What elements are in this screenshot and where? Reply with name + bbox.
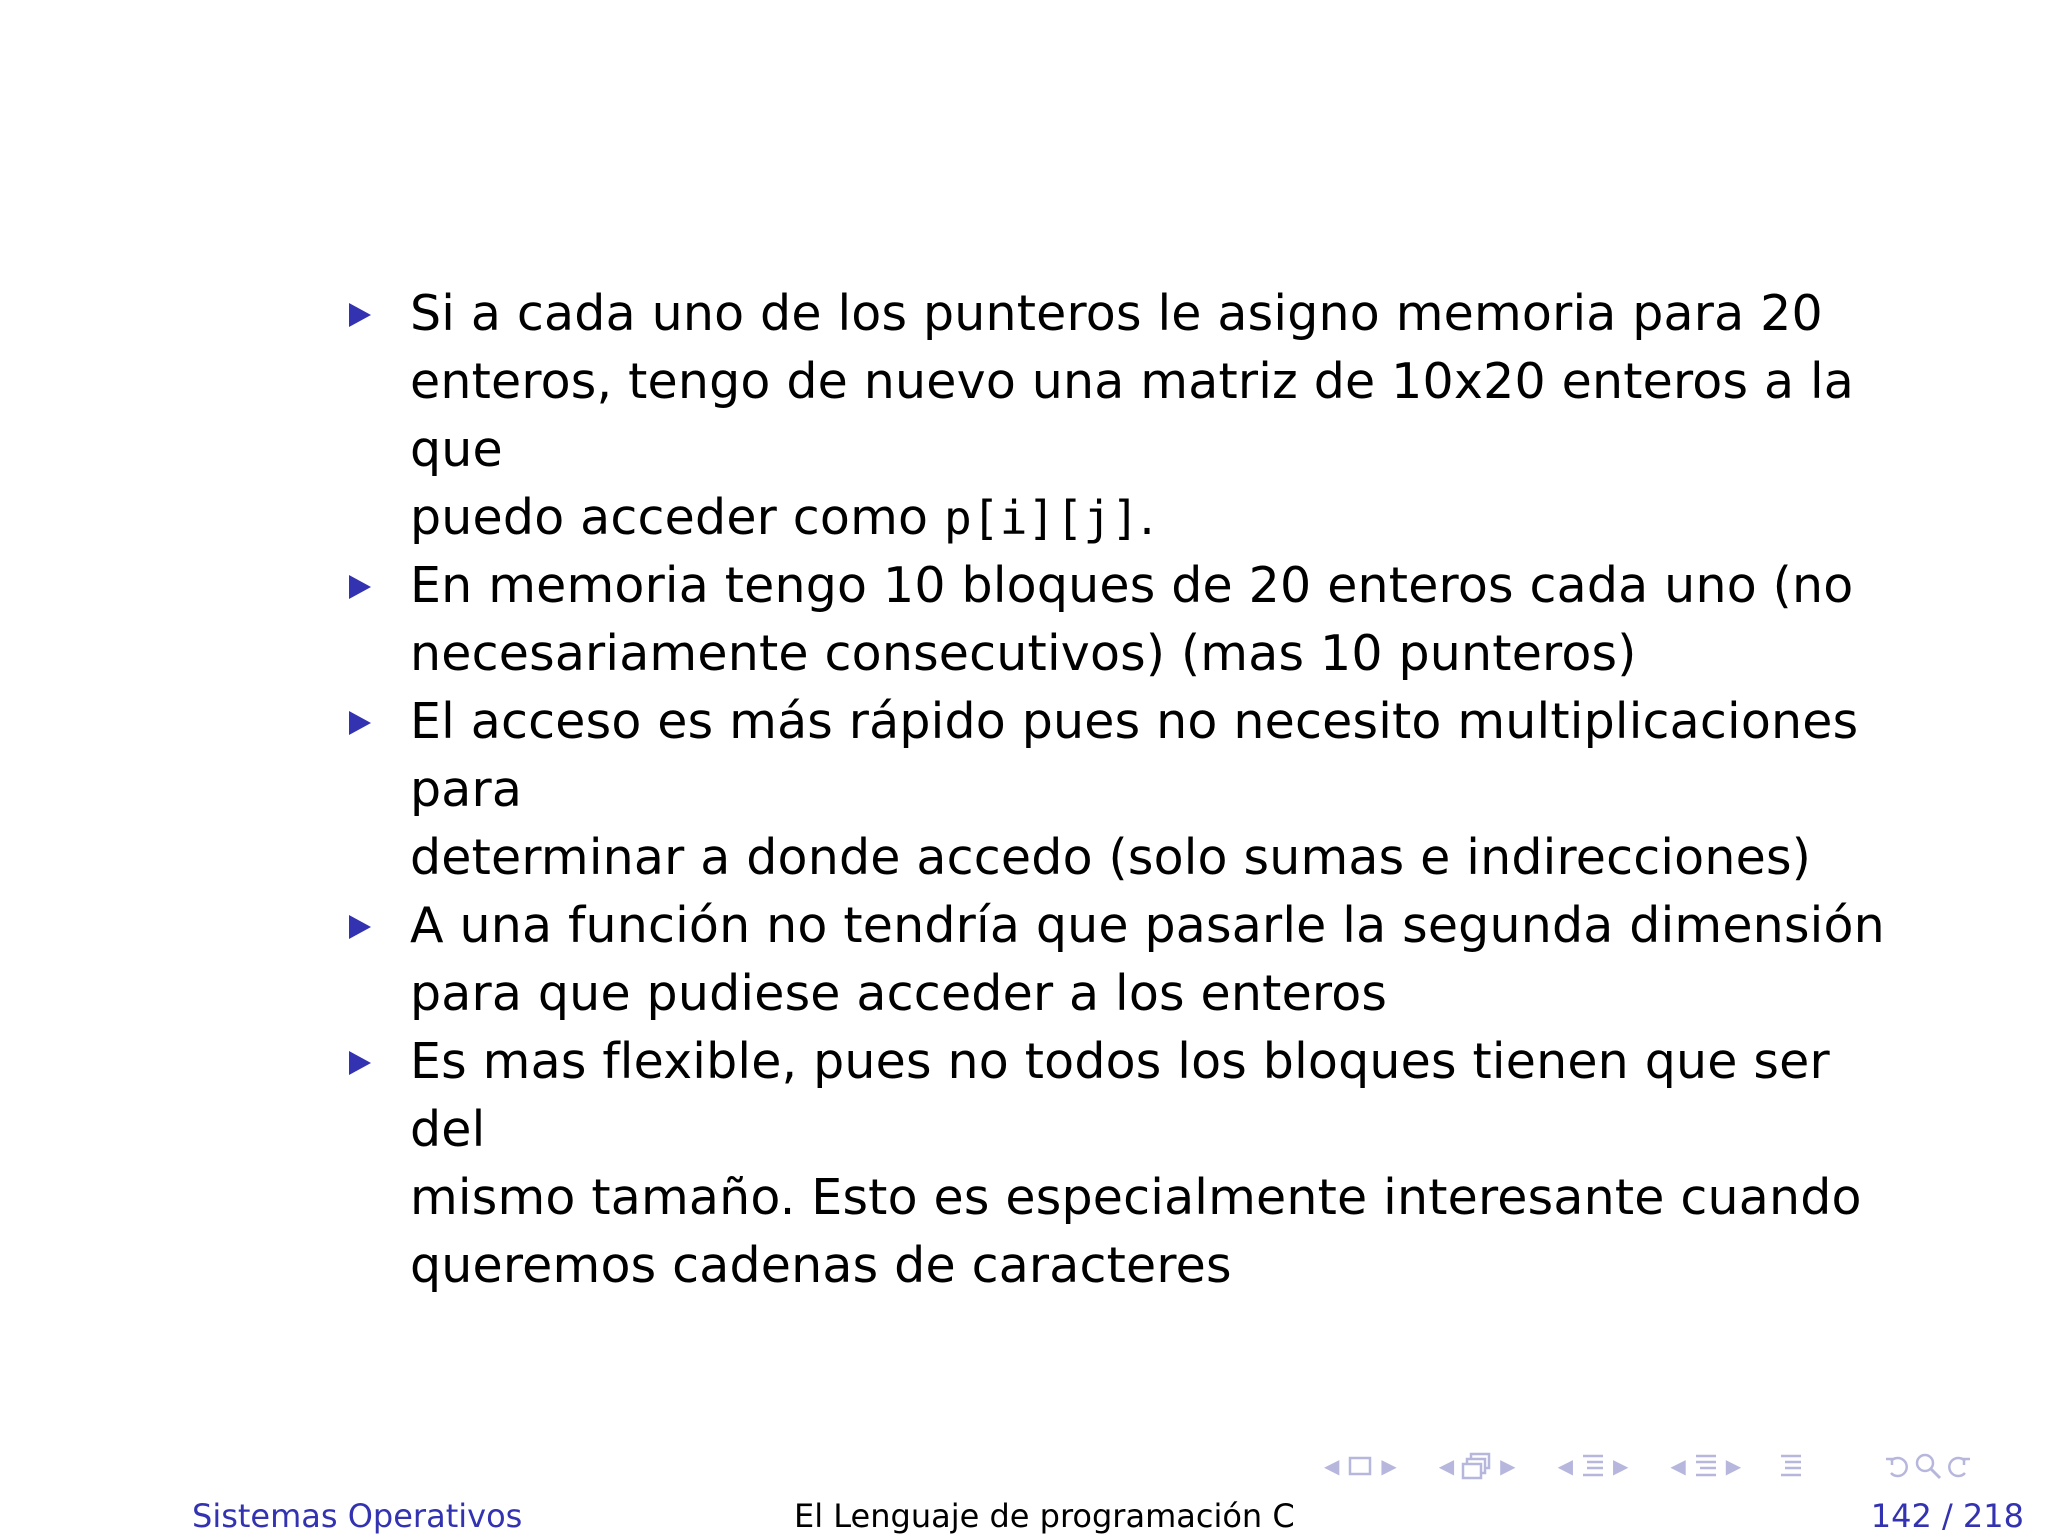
undo-icon[interactable] bbox=[1883, 1451, 1913, 1481]
bullet-text: puedo acceder como bbox=[410, 489, 944, 546]
bullet-line: queremos cadenas de caracteres bbox=[410, 1237, 1232, 1294]
bullet-item bbox=[347, 892, 1907, 1028]
bullet-triangle-icon bbox=[349, 915, 371, 939]
bullet-triangle-icon bbox=[349, 303, 371, 327]
bullet-item bbox=[347, 688, 1907, 892]
bullet-line: Si a cada uno de los punteros le asigno memoria para 20 bbox=[410, 285, 1823, 342]
bullet-triangle-icon bbox=[349, 1051, 371, 1075]
bullet-line: El acceso es más rápido pues no necesito multiplicaciones para bbox=[410, 693, 1859, 818]
page-total: 218 bbox=[1962, 1497, 2024, 1535]
section-nav-icon[interactable] bbox=[1579, 1451, 1607, 1481]
footer-presentation-title: El Lenguaje de programación C bbox=[794, 1497, 1295, 1535]
subsection-nav bbox=[1433, 1451, 1522, 1481]
subsection-nav-icon[interactable] bbox=[1460, 1451, 1494, 1481]
footer-course-title: Sistemas Operativos bbox=[192, 1497, 523, 1535]
page-counter bbox=[1871, 1496, 2024, 1536]
nav-right-arrow-icon[interactable]: ▶ bbox=[1381, 1454, 1397, 1478]
nav-left-arrow-icon[interactable]: ◀ bbox=[1438, 1454, 1455, 1478]
bullet-triangle-icon bbox=[349, 575, 371, 599]
section-nav bbox=[1552, 1451, 1635, 1481]
nav-right-arrow-icon[interactable]: ▶ bbox=[1500, 1454, 1516, 1478]
nav-left-arrow-icon[interactable]: ◀ bbox=[1324, 1454, 1340, 1478]
bullet-line: En memoria tengo 10 bloques de 20 enteros cada uno (no bbox=[410, 557, 1854, 614]
bullet-line: determinar a donde accedo (solo sumas e indirecciones) bbox=[410, 829, 1812, 886]
outline-nav-icon[interactable] bbox=[1692, 1451, 1720, 1481]
appendix-nav-icon[interactable] bbox=[1777, 1451, 1805, 1481]
bullet-line: Es mas flexible, pues no todos los bloques tienen que ser del bbox=[410, 1033, 1830, 1158]
bullet-line: A una función no tendría que pasarle la segunda dimensión bbox=[410, 897, 1885, 954]
bullet-item bbox=[347, 1028, 1907, 1300]
bullet-line: mismo tamaño. Esto es especialmente interesante cuando bbox=[410, 1169, 1862, 1226]
page-separator: / bbox=[1941, 1497, 1953, 1535]
bullet-line: necesariamente consecutivos) (mas 10 punteros) bbox=[410, 625, 1637, 682]
slide-body bbox=[347, 280, 1907, 1300]
inline-code: p[i][j] bbox=[944, 491, 1140, 545]
bullet-line bbox=[410, 484, 1907, 552]
bullet-item bbox=[347, 280, 1907, 552]
bullet-item bbox=[347, 552, 1907, 688]
search-icon[interactable] bbox=[1913, 1451, 1943, 1481]
nav-right-arrow-icon[interactable]: ▶ bbox=[1612, 1454, 1629, 1478]
outline-nav bbox=[1664, 1451, 1747, 1481]
bullet-triangle-icon bbox=[349, 711, 371, 735]
redo-icon[interactable] bbox=[1943, 1451, 1973, 1481]
nav-left-arrow-icon[interactable]: ◀ bbox=[1557, 1454, 1573, 1478]
bullet-line: enteros, tengo de nuevo una matriz de 10x20 enteros a la que bbox=[410, 353, 1854, 478]
frame-nav-icon[interactable] bbox=[1345, 1453, 1375, 1479]
bullet-line: para que pudiese acceder a los enteros bbox=[410, 965, 1388, 1022]
nav-right-arrow-icon[interactable]: ▶ bbox=[1725, 1454, 1742, 1478]
search-nav bbox=[1883, 1451, 1973, 1481]
frame-nav bbox=[1318, 1453, 1403, 1479]
beamer-navigation-bar bbox=[1318, 1446, 1973, 1486]
nav-left-arrow-icon[interactable]: ◀ bbox=[1670, 1454, 1686, 1478]
bullet-text: . bbox=[1139, 489, 1156, 546]
page-current: 142 bbox=[1870, 1497, 1932, 1535]
appendix-nav bbox=[1777, 1451, 1805, 1481]
footer bbox=[0, 1496, 2048, 1536]
